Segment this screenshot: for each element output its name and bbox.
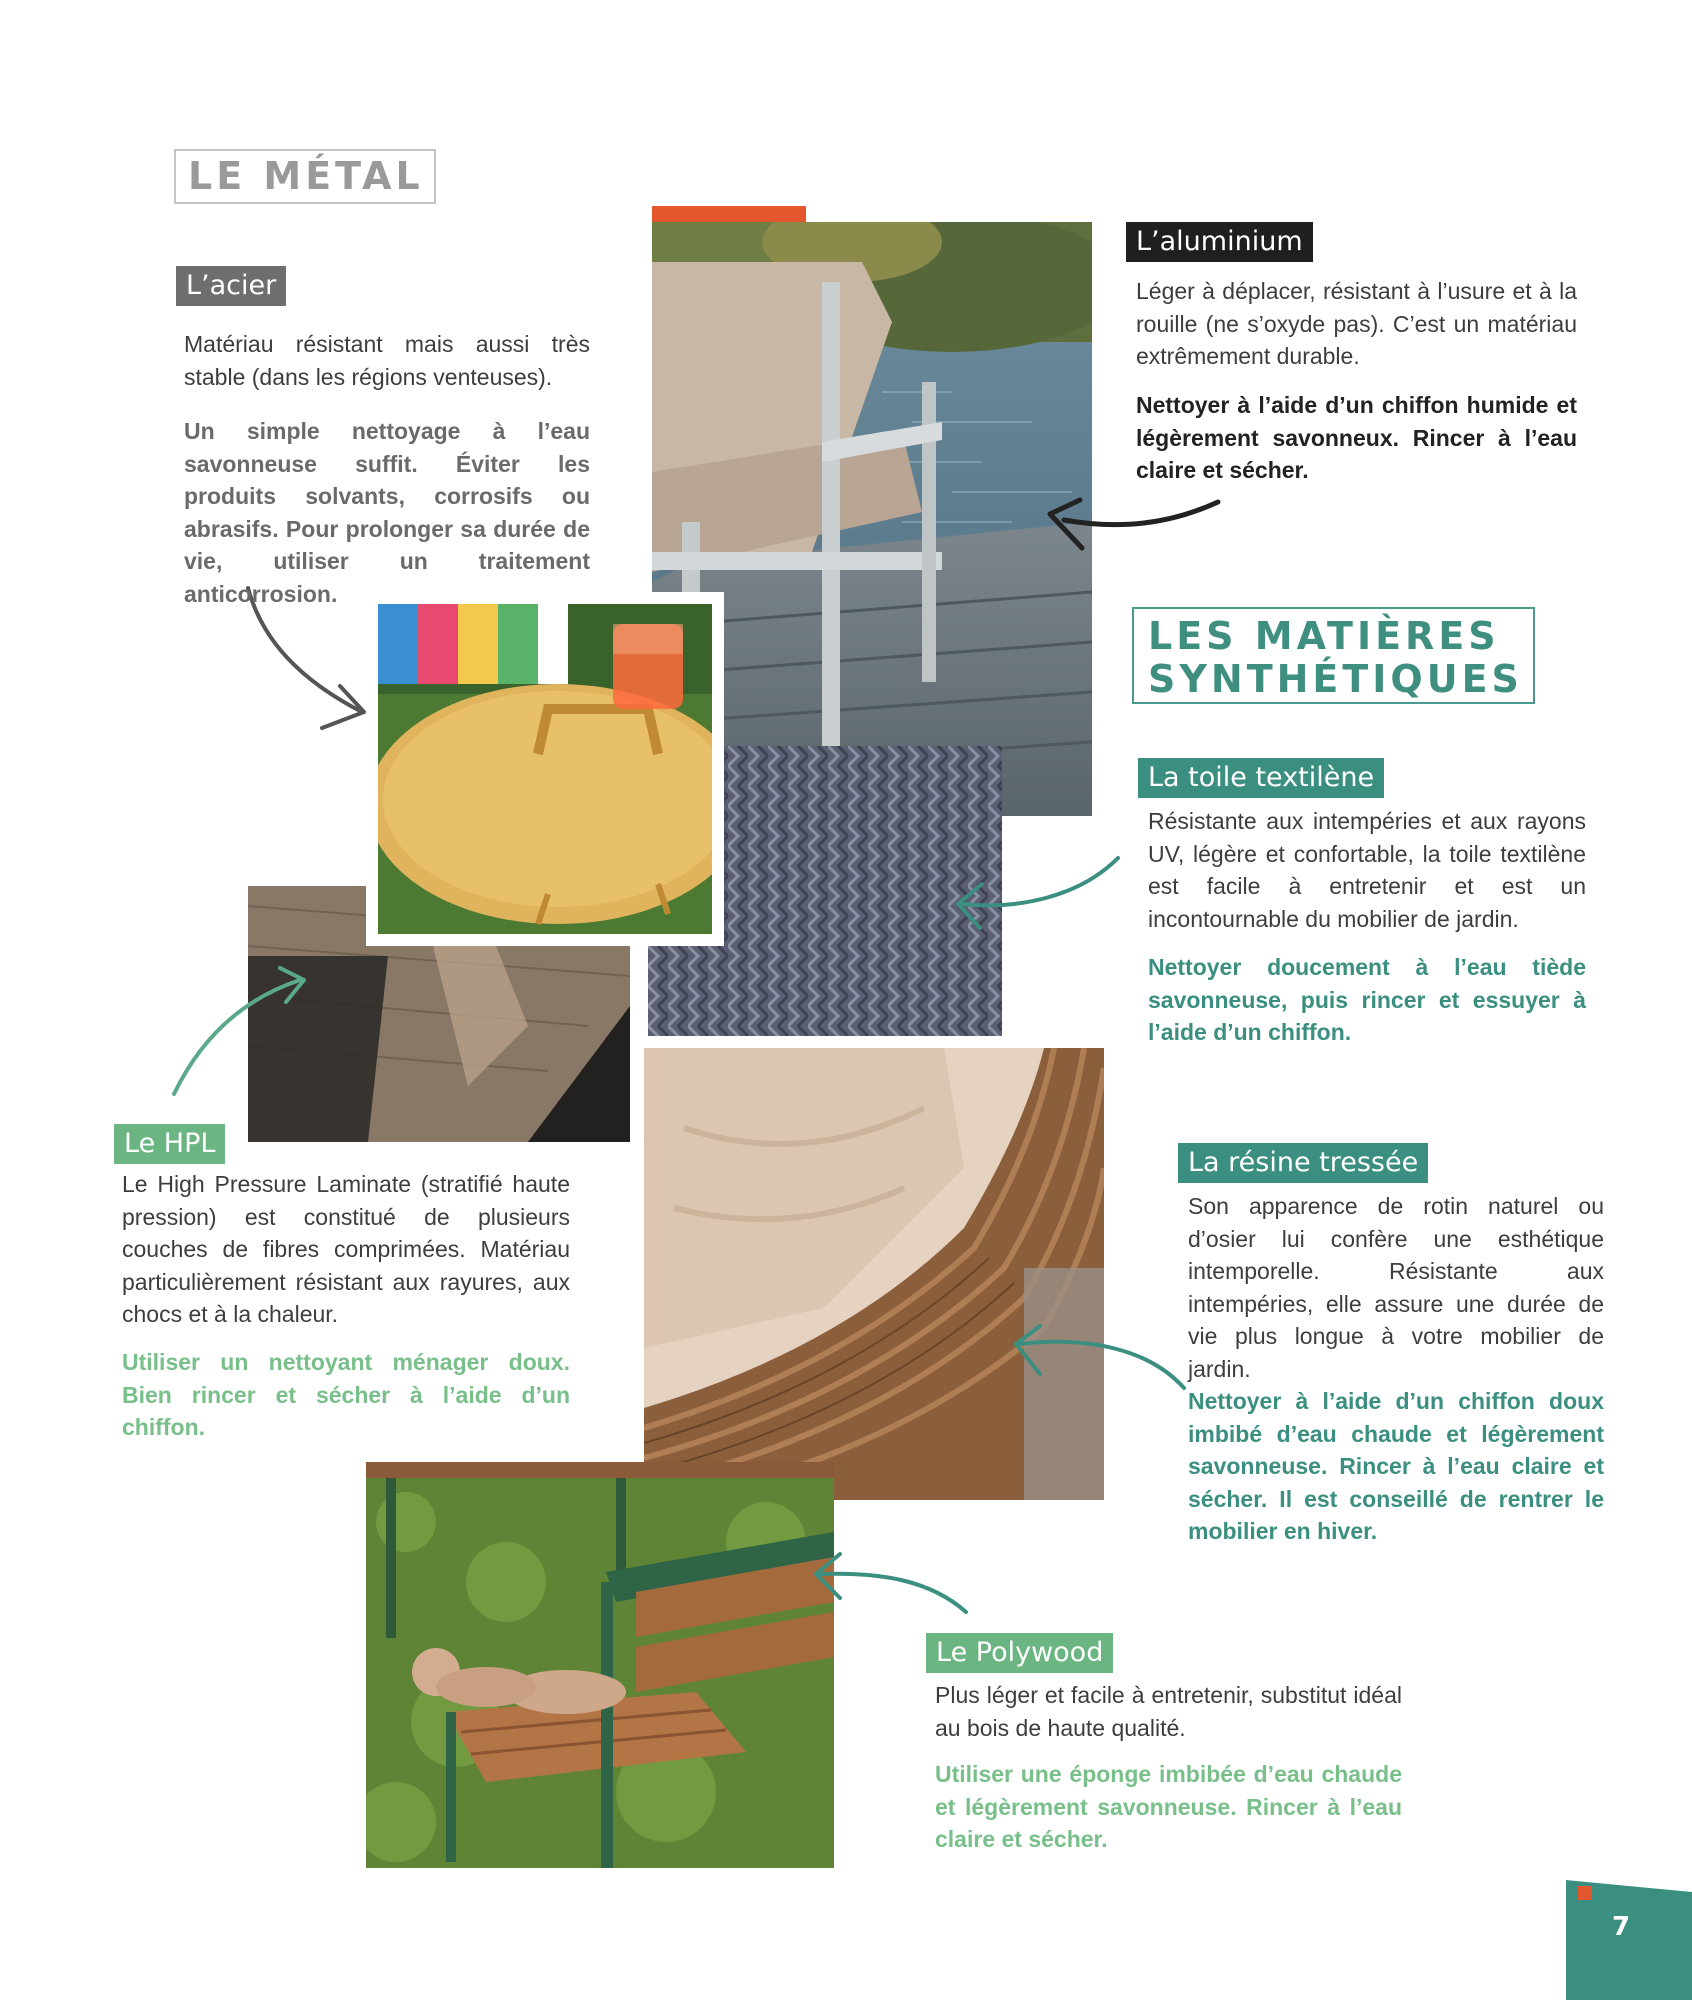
acier-care: Un simple nettoyage à l’eau savonneuse suffit. Éviter les produits solvants, corrosifs ou abrasifs. Pour prolonger sa durée de vie, utiliser un traitement anticorrosion.: [184, 418, 590, 607]
polywood-description: Plus léger et facile à entretenir, substitut idéal au bois de haute qualité.: [935, 1682, 1402, 1741]
label-polywood: Le Polywood: [926, 1633, 1113, 1673]
section-title-metal: LE MÉTAL: [174, 149, 436, 204]
polywood-care: Utiliser une éponge imbibée d’eau chaude et légèrement savonneuse. Rincer à l’eau claire et sécher.: [935, 1761, 1402, 1852]
textilene-care: Nettoyer doucement à l’eau tiède savonneuse, puis rincer et essuyer à l’aide d’un chiffon.: [1148, 954, 1586, 1045]
acier-description: Matériau résistant mais aussi très stable (dans les régions venteuses).: [184, 331, 590, 390]
label-hpl: Le HPL: [114, 1124, 225, 1164]
resine-care: Nettoyer à l’aide d’un chiffon doux imbibé d’eau chaude et légèrement savonneuse. Rincer à l’eau claire et sécher. Il est conseillé de rentrer le mobilier en hiver.: [1188, 1388, 1604, 1544]
label-resine: La résine tressée: [1178, 1143, 1428, 1183]
steel-table-photo: [366, 592, 724, 946]
hpl-description: Le High Pressure Laminate (stratifié haute pression) est constitué de plusieurs couches de fibres comprimées. Matériau particulièrement résistant aux rayures, aux chocs et à la chaleur.: [122, 1171, 570, 1327]
textilene-description: Résistante aux intempéries et aux rayons UV, légère et confortable, la toile textilène est facile à entretenir et est un incontournable du mobilier de jardin.: [1148, 808, 1586, 932]
hpl-care: Utiliser un nettoyant ménager doux. Bien rincer et sécher à l’aide d’un chiffon.: [122, 1349, 570, 1440]
synthetic-title-line2: SYNTHÉTIQUES: [1148, 656, 1523, 701]
label-acier: L’acier: [176, 266, 286, 306]
aluminium-care: Nettoyer à l’aide d’un chiffon humide et légèrement savonneux. Rincer à l’eau claire et sécher.: [1136, 392, 1577, 483]
page-number: 7: [1611, 1912, 1631, 1942]
resine-description: Son apparence de rotin naturel ou d’osier lui confère une esthétique intemporelle. Résistante aux intempéries, elle assure une durée de vie plus longue à votre mobilier de jardin.: [1188, 1193, 1604, 1382]
label-aluminium: L’aluminium: [1126, 222, 1313, 262]
label-textilene: La toile textilène: [1138, 758, 1384, 798]
synthetic-title-line1: LES MATIÈRES: [1148, 614, 1500, 658]
resin-wicker-photo: [632, 1036, 1116, 1512]
aluminium-description: Léger à déplacer, résistant à l’usure et à la rouille (ne s’oxyde pas). C’est un matériau extrêmement durable.: [1136, 278, 1577, 369]
polywood-chair-photo: [366, 1462, 834, 1868]
orange-accent-bar: [652, 206, 806, 222]
section-title-synthetic: [1132, 607, 1535, 704]
